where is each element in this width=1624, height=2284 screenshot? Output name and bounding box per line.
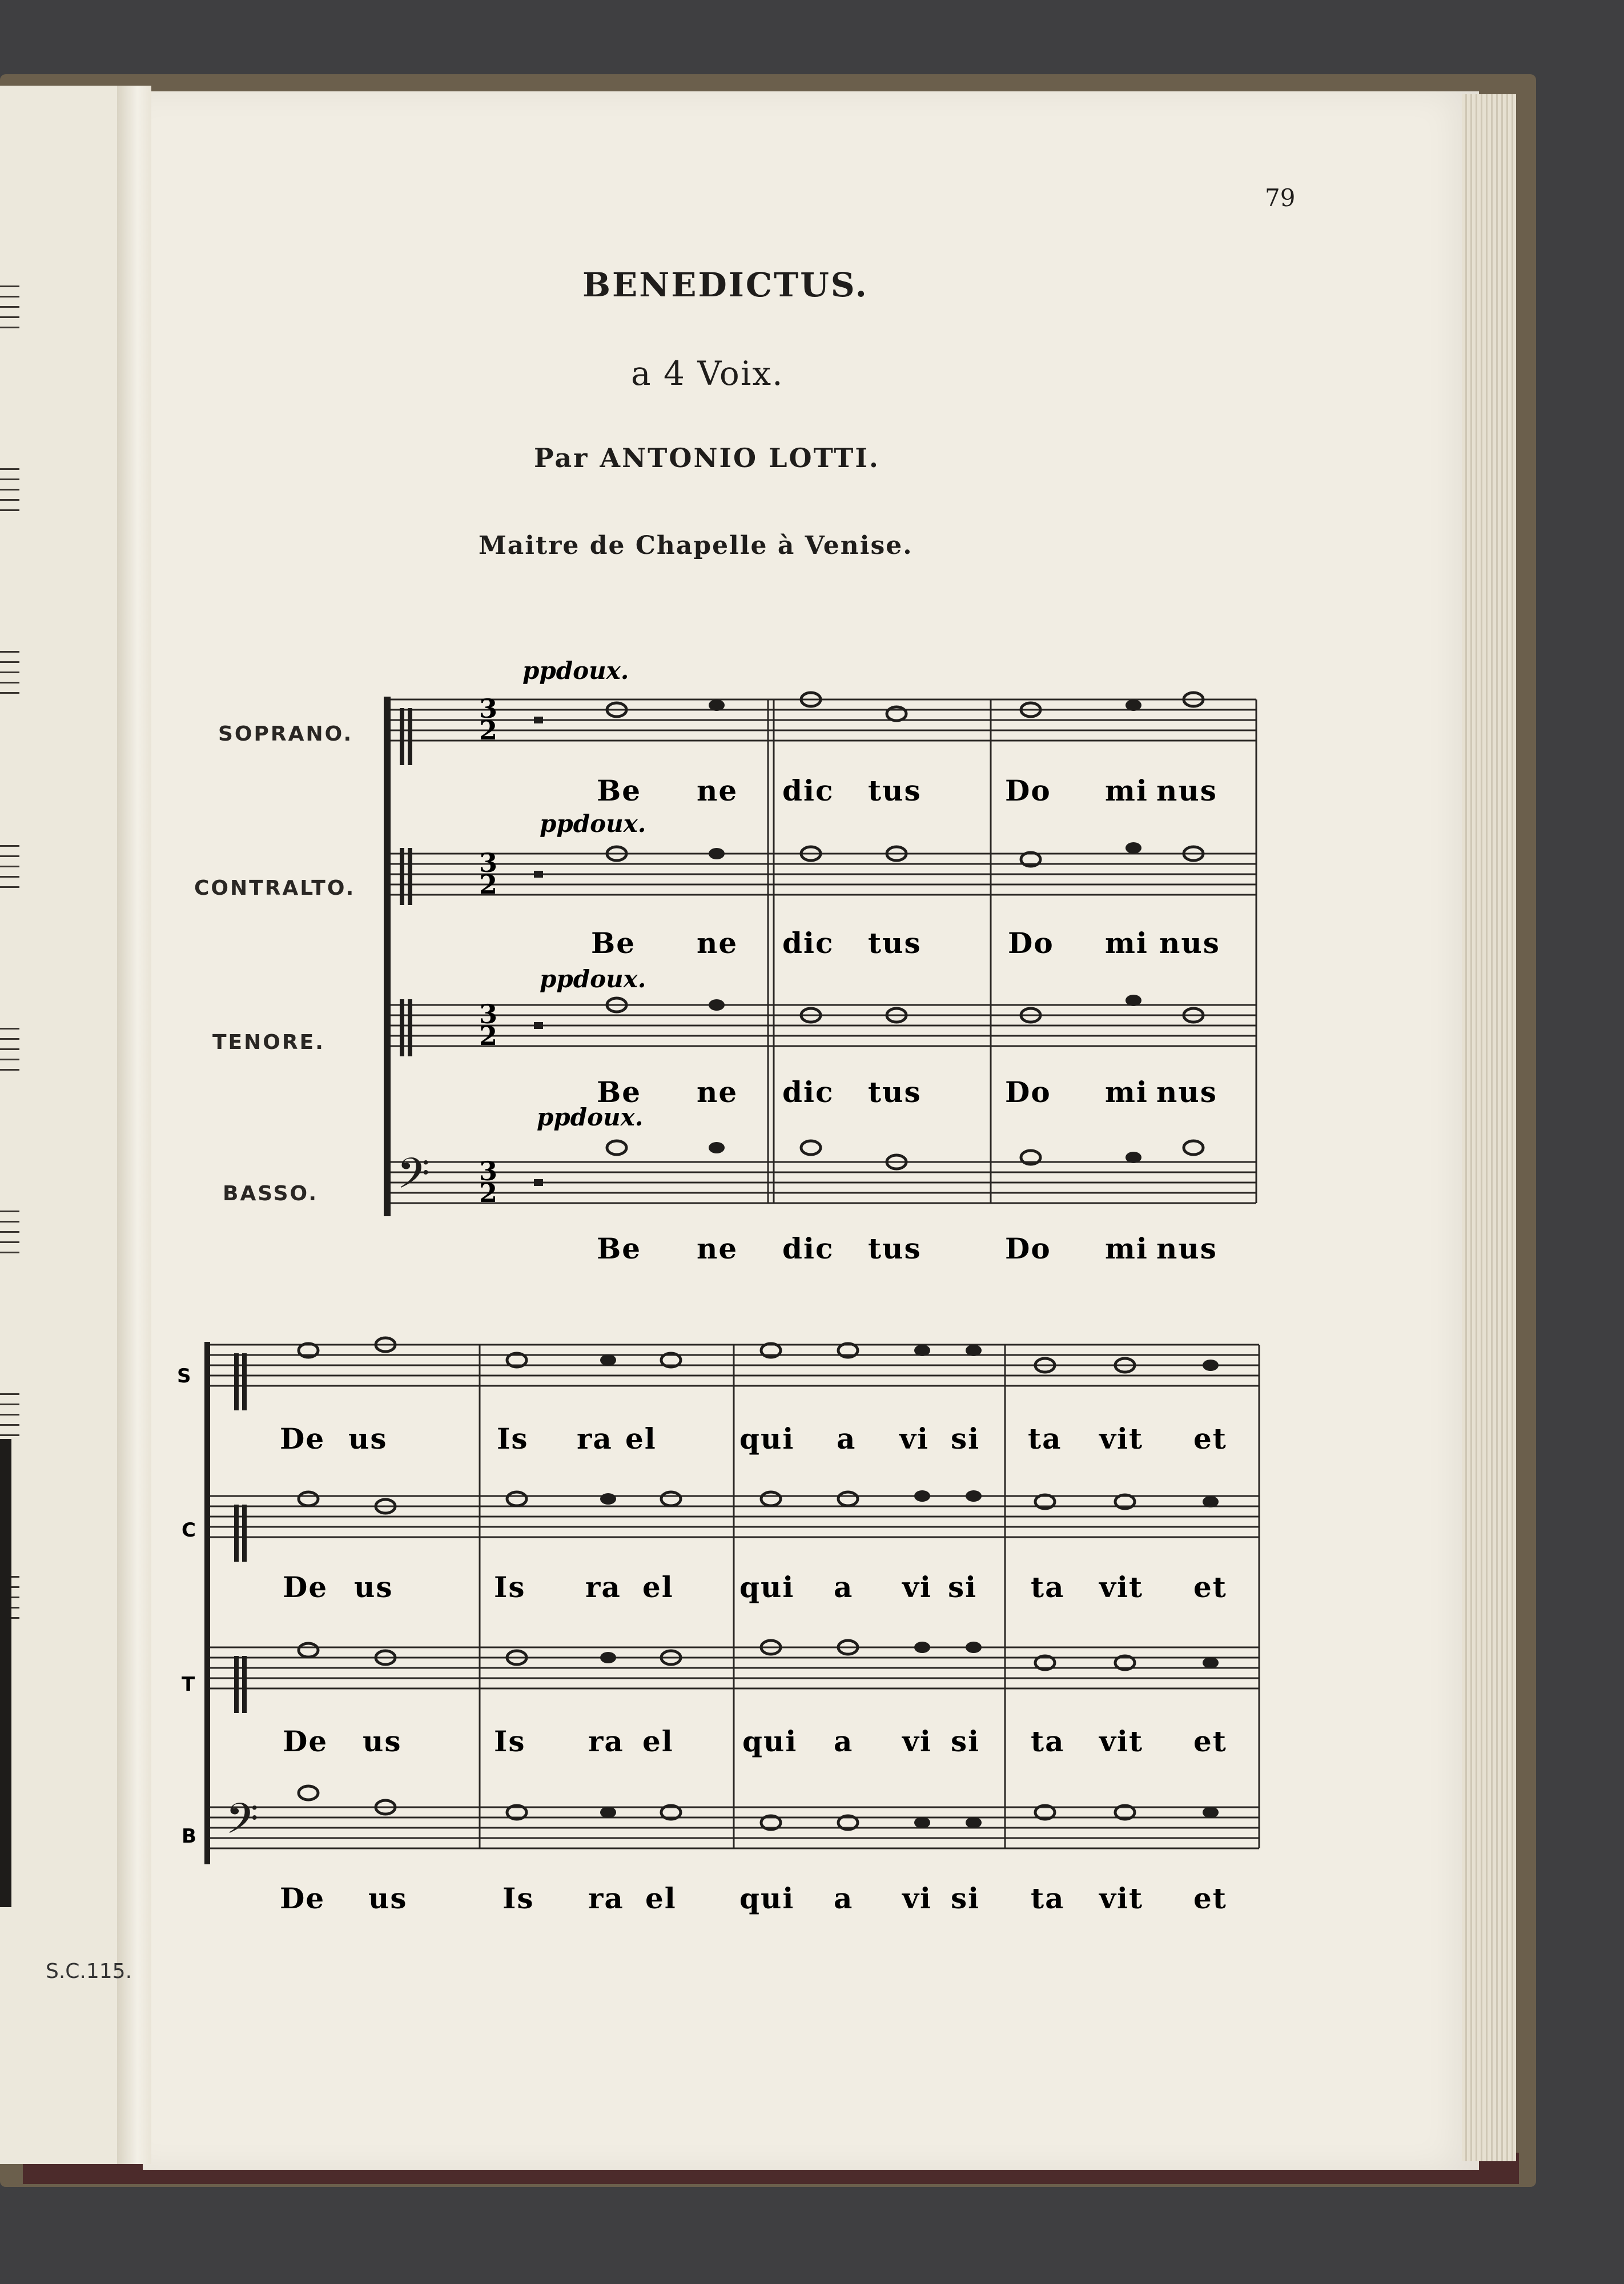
voice-letter-tenore: T bbox=[182, 1673, 195, 1696]
lyric-syllable: si bbox=[951, 1724, 980, 1758]
lyric-syllable: De bbox=[283, 1570, 328, 1604]
lyric-syllable: Do bbox=[1008, 926, 1054, 960]
lyric-syllable: ta bbox=[1031, 1881, 1065, 1915]
lyric-syllable: ne bbox=[697, 926, 738, 960]
lyric-syllable: nus bbox=[1159, 926, 1220, 960]
composer-credit: Par ANTONIO LOTTI. bbox=[534, 443, 880, 473]
time-signature-basso: 3 2 bbox=[479, 1156, 497, 1208]
lyric-syllable: ne bbox=[697, 1075, 738, 1109]
lyric-syllable: De bbox=[280, 1422, 325, 1455]
lyric-syllable: a bbox=[834, 1570, 854, 1604]
voice-letter-basso: B bbox=[182, 1825, 196, 1848]
lyric-syllable: mi bbox=[1105, 1232, 1148, 1265]
lyric-syllable: ta bbox=[1028, 1422, 1062, 1455]
lyric-syllable: si bbox=[951, 1881, 980, 1915]
dynamic-contralto: ppdoux. bbox=[540, 810, 646, 838]
lyric-syllable: tus bbox=[868, 1075, 922, 1109]
lyric-syllable: a bbox=[834, 1881, 854, 1915]
bass-clef-icon: 𝄢 bbox=[397, 1149, 430, 1209]
lyric-syllable: dic bbox=[782, 774, 834, 807]
voice-label-tenore: TENORE. bbox=[212, 1031, 325, 1054]
lyric-syllable: Be bbox=[597, 1075, 642, 1109]
lyric-syllable: vi bbox=[902, 1570, 932, 1604]
lyric-syllable: vi bbox=[902, 1724, 932, 1758]
lyric-syllable: De bbox=[280, 1881, 325, 1915]
lyric-syllable: ta bbox=[1031, 1724, 1065, 1758]
lyric-syllable: dic bbox=[782, 926, 834, 960]
lyric-syllable: us bbox=[348, 1422, 388, 1455]
lyric-syllable: vit bbox=[1099, 1881, 1144, 1915]
lyric-syllable: dic bbox=[782, 1075, 834, 1109]
left-page-footer: S.C.115. bbox=[46, 1960, 132, 1983]
lyric-syllable: us bbox=[368, 1881, 408, 1915]
lyric-syllable: us bbox=[354, 1570, 393, 1604]
lyric-syllable: dic bbox=[782, 1232, 834, 1265]
lyric-syllable: Be bbox=[597, 1232, 642, 1265]
voice-letter-contralto: C bbox=[182, 1519, 196, 1542]
voice-label-soprano: SOPRANO. bbox=[218, 722, 353, 746]
dynamic-tenore: ppdoux. bbox=[540, 965, 646, 993]
dynamic-soprano: ppdoux. bbox=[522, 657, 629, 685]
lyric-syllable: et bbox=[1193, 1570, 1227, 1604]
lyric-syllable: Be bbox=[591, 926, 636, 960]
lyric-syllable: nus bbox=[1156, 1075, 1217, 1109]
lyric-syllable: mi bbox=[1105, 774, 1148, 807]
dynamic-basso: ppdoux. bbox=[537, 1103, 644, 1131]
composer-position: Maitre de Chapelle à Venise. bbox=[479, 531, 913, 560]
lyric-syllable: el bbox=[625, 1422, 657, 1455]
lyric-syllable: Be bbox=[597, 774, 642, 807]
lyric-syllable: Do bbox=[1005, 1075, 1051, 1109]
lyric-syllable: Is bbox=[497, 1422, 529, 1455]
lyric-syllable: Is bbox=[494, 1724, 526, 1758]
lyric-syllable: ne bbox=[697, 774, 738, 807]
lyric-syllable: el bbox=[642, 1570, 674, 1604]
bass-clef-icon: 𝄢 bbox=[226, 1794, 259, 1854]
lyric-syllable: si bbox=[951, 1422, 980, 1455]
lyric-syllable: qui bbox=[742, 1724, 798, 1758]
lyric-syllable: us bbox=[363, 1724, 402, 1758]
lyric-syllable: vit bbox=[1099, 1570, 1144, 1604]
lyric-syllable: nus bbox=[1156, 1232, 1217, 1265]
lyric-syllable: vit bbox=[1099, 1724, 1144, 1758]
lyric-syllable: tus bbox=[868, 926, 922, 960]
lyric-syllable: tus bbox=[868, 774, 922, 807]
lyric-syllable: Do bbox=[1005, 774, 1051, 807]
lyric-syllable: ra bbox=[588, 1724, 624, 1758]
lyric-syllable: nus bbox=[1156, 774, 1217, 807]
lyric-syllable: el bbox=[642, 1724, 674, 1758]
time-signature-contralto: 3 2 bbox=[479, 847, 497, 900]
page-number: 79 bbox=[1265, 184, 1296, 212]
piece-title: BENEDICTUS. bbox=[582, 266, 869, 304]
voice-label-contralto: CONTRALTO. bbox=[194, 876, 356, 900]
lyric-syllable: tus bbox=[868, 1232, 922, 1265]
lyric-syllable: ra bbox=[588, 1881, 624, 1915]
lyric-syllable: ra bbox=[577, 1422, 613, 1455]
lyric-syllable: mi bbox=[1105, 926, 1148, 960]
lyric-syllable: vit bbox=[1099, 1422, 1144, 1455]
lyric-syllable: qui bbox=[739, 1570, 795, 1604]
lyric-syllable: si bbox=[948, 1570, 978, 1604]
piece-subtitle: a 4 Voix. bbox=[631, 354, 784, 393]
lyric-syllable: qui bbox=[739, 1422, 795, 1455]
lyric-syllable: ta bbox=[1031, 1570, 1065, 1604]
voice-letter-soprano: S bbox=[177, 1365, 191, 1388]
lyric-syllable: a bbox=[834, 1724, 854, 1758]
lyric-syllable: et bbox=[1193, 1724, 1227, 1758]
time-signature-tenore: 3 2 bbox=[479, 999, 497, 1051]
lyric-syllable: qui bbox=[739, 1881, 795, 1915]
lyric-syllable: vi bbox=[902, 1881, 932, 1915]
time-signature-soprano: 3 2 bbox=[479, 693, 497, 746]
lyric-syllable: Is bbox=[494, 1570, 526, 1604]
lyric-syllable: vi bbox=[899, 1422, 930, 1455]
lyric-syllable: ra bbox=[585, 1570, 621, 1604]
lyric-syllable: ne bbox=[697, 1232, 738, 1265]
lyric-syllable: a bbox=[837, 1422, 857, 1455]
lyric-syllable: mi bbox=[1105, 1075, 1148, 1109]
lyric-syllable: et bbox=[1193, 1881, 1227, 1915]
lyric-syllable: Is bbox=[503, 1881, 534, 1915]
voice-label-basso: BASSO. bbox=[223, 1182, 319, 1205]
lyric-syllable: et bbox=[1193, 1422, 1227, 1455]
lyric-syllable: Do bbox=[1005, 1232, 1051, 1265]
lyric-syllable: De bbox=[283, 1724, 328, 1758]
lyric-syllable: el bbox=[645, 1881, 677, 1915]
